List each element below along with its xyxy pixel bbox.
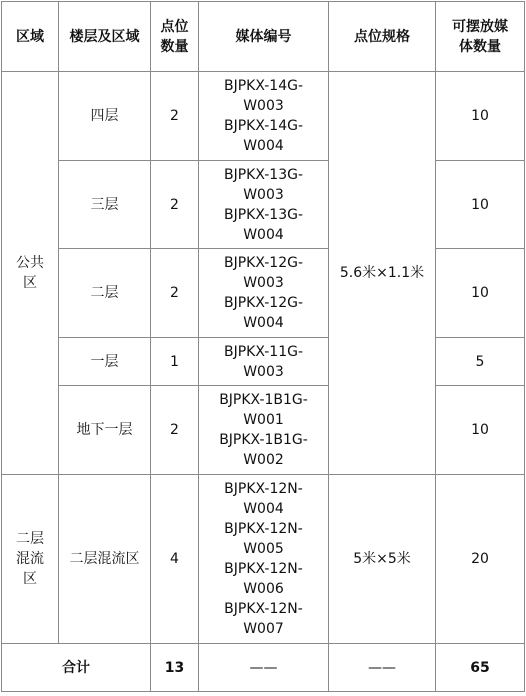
media-code-line: BJPKX-14G-	[223, 118, 304, 134]
header-media-count-line1: 可摆放媒	[452, 18, 508, 35]
area-label-line2: 混流	[16, 551, 44, 567]
media-table	[1, 1, 525, 692]
spec-cell-mixed: 5米×5米	[329, 475, 436, 644]
count-cell: 2	[151, 72, 199, 161]
floor-cell: 二层	[59, 249, 151, 338]
area-cell-mixed	[2, 475, 59, 644]
media-code-cell	[199, 161, 329, 249]
floor-cell: 一层	[59, 338, 151, 386]
table-row	[2, 161, 525, 249]
media-count-cell: 10	[436, 161, 525, 249]
media-code-line: BJPKX-12N-	[224, 481, 303, 497]
media-code-line: BJPKX-12G-	[223, 255, 304, 271]
media-code-line: BJPKX-12G-	[223, 295, 304, 311]
header-media-count	[436, 2, 525, 72]
total-codes: ——	[199, 644, 329, 692]
total-media-count: 65	[436, 644, 525, 692]
media-count-cell: 10	[436, 249, 525, 338]
media-code-cell	[199, 338, 329, 386]
media-code-line: W003	[243, 363, 284, 380]
media-code-line: BJPKX-13G-	[223, 206, 304, 223]
area-label-line1: 公共	[16, 255, 44, 271]
header-area: 区域	[2, 2, 59, 72]
media-count-cell: 10	[436, 72, 525, 161]
media-code-line: BJPKX-1B1G-	[219, 392, 308, 408]
media-code-cell	[199, 386, 329, 475]
media-code-line: W006	[243, 581, 284, 597]
media-code-line: W005	[243, 541, 284, 557]
media-code-line: BJPKX-12N-	[224, 601, 303, 617]
media-code-line: BJPKX-1B1G-	[219, 432, 308, 448]
header-count-line2: 数量	[160, 38, 189, 55]
header-spec: 点位规格	[329, 2, 436, 72]
area-cell-public	[2, 72, 59, 475]
media-code-line: BJPKX-13G-	[223, 166, 304, 183]
media-code-line: W004	[243, 138, 284, 154]
media-code-line: W007	[243, 621, 284, 637]
header-count	[151, 2, 199, 72]
header-media-code: 媒体编号	[199, 2, 329, 72]
total-label: 合计	[2, 644, 151, 692]
media-code-line: W004	[243, 226, 284, 243]
header-floor-area: 楼层及区域	[59, 2, 151, 72]
table-row	[2, 72, 525, 161]
media-code-line: BJPKX-14G-	[223, 78, 304, 94]
total-spec: ——	[329, 644, 436, 692]
media-code-line: W001	[243, 412, 284, 428]
total-count: 13	[151, 644, 199, 692]
media-code-cell	[199, 475, 329, 644]
count-cell: 2	[151, 249, 199, 338]
table-row	[2, 475, 525, 644]
count-cell: 2	[151, 161, 199, 249]
floor-cell: 三层	[59, 161, 151, 249]
floor-cell: 二层混流区	[59, 475, 151, 644]
floor-cell: 地下一层	[59, 386, 151, 475]
count-cell: 4	[151, 475, 199, 644]
area-label-line1: 二层	[16, 531, 44, 547]
header-media-count-line2: 体数量	[459, 38, 501, 55]
media-code-line: W003	[243, 275, 284, 291]
table-row	[2, 338, 525, 386]
media-code-line: W004	[243, 315, 284, 331]
header-row	[2, 2, 525, 72]
media-code-line: W004	[243, 501, 284, 517]
media-code-cell	[199, 249, 329, 338]
media-code-line: W002	[243, 452, 284, 468]
count-cell: 1	[151, 338, 199, 386]
media-code-cell	[199, 72, 329, 161]
media-code-line: W003	[243, 186, 284, 203]
table-row	[2, 386, 525, 475]
count-cell: 2	[151, 386, 199, 475]
media-count-cell: 10	[436, 386, 525, 475]
floor-cell: 四层	[59, 72, 151, 161]
media-count-cell: 5	[436, 338, 525, 386]
header-count-line1: 点位	[160, 18, 189, 35]
spec-cell-public: 5.6米×1.1米	[329, 72, 436, 475]
media-code-line: BJPKX-12N-	[224, 521, 303, 537]
area-label-line2: 区	[23, 275, 37, 291]
media-count-cell: 20	[436, 475, 525, 644]
media-code-line: BJPKX-12N-	[224, 561, 303, 577]
total-row	[2, 644, 525, 692]
media-code-line: BJPKX-11G-	[223, 343, 304, 360]
media-code-line: W003	[243, 98, 284, 114]
area-label-line3: 区	[23, 571, 37, 587]
table-row	[2, 249, 525, 338]
